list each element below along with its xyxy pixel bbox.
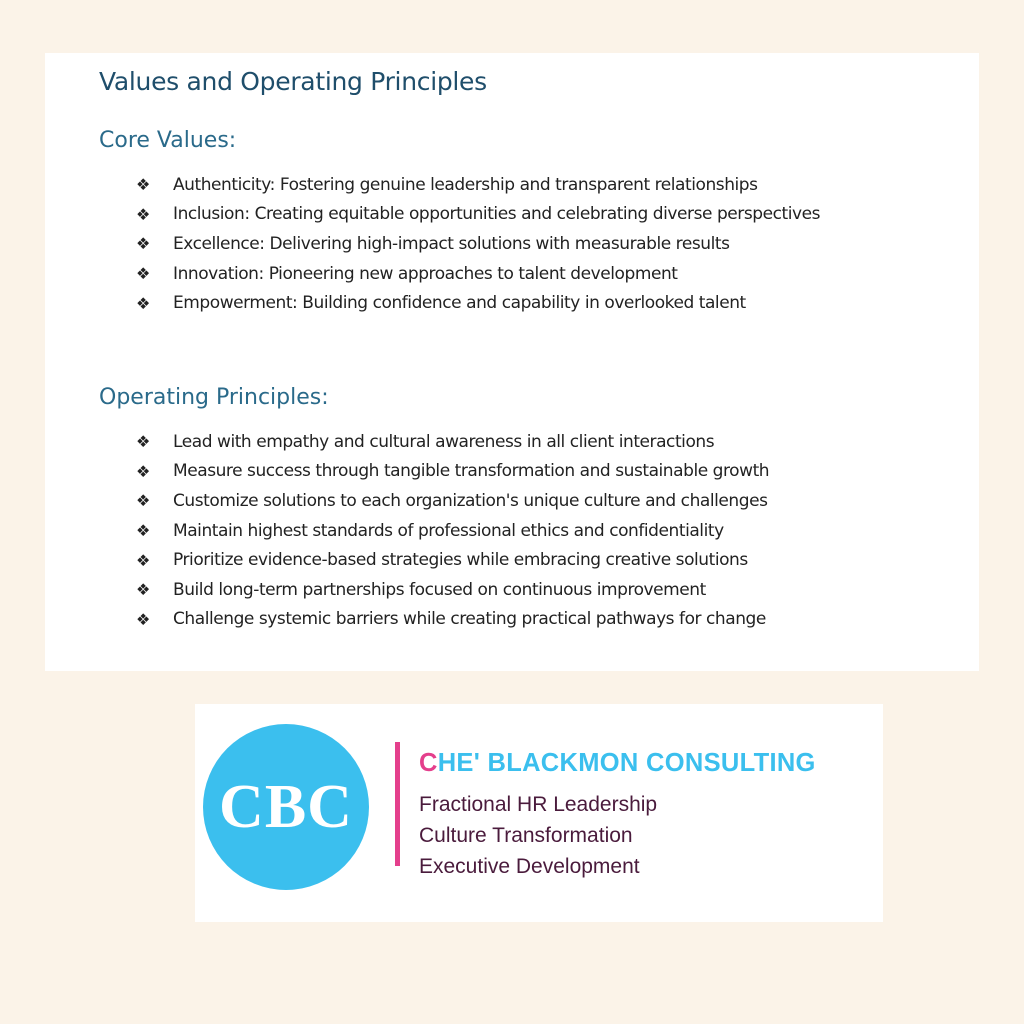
list-item xyxy=(136,486,769,516)
diamond-bullet-icon: ❖ xyxy=(136,264,151,284)
list-item-text: Measure success through tangible transformation and sustainable growth xyxy=(173,461,770,482)
core-values-list xyxy=(136,170,820,318)
diamond-bullet-icon: ❖ xyxy=(136,234,151,254)
list-item-text: Authenticity: Fostering genuine leadership and transparent relationships xyxy=(173,174,758,195)
list-item-text: Lead with empathy and cultural awareness in all client interactions xyxy=(173,431,715,452)
list-item xyxy=(136,457,769,487)
list-item-text: Excellence: Delivering high-impact solutions with measurable results xyxy=(173,233,730,254)
diamond-bullet-icon: ❖ xyxy=(136,204,151,224)
diamond-bullet-icon: ❖ xyxy=(136,491,151,511)
logo-circle xyxy=(203,724,369,890)
values-document xyxy=(45,53,979,671)
list-item-text: Inclusion: Creating equitable opportunities and celebrating diverse perspectives xyxy=(173,204,820,225)
logo-divider xyxy=(395,742,400,866)
diamond-bullet-icon: ❖ xyxy=(136,580,151,600)
service-item: Fractional HR Leadership xyxy=(419,793,658,816)
diamond-bullet-icon: ❖ xyxy=(136,461,151,481)
list-item-text: Customize solutions to each organization's unique culture and challenges xyxy=(173,490,768,511)
service-list xyxy=(419,793,657,886)
company-name xyxy=(419,749,816,778)
list-item-text: Build long-term partnerships focused on continuous improvement xyxy=(173,579,706,600)
company-name-first-letter: C xyxy=(419,749,438,777)
list-item xyxy=(136,229,820,259)
service-item: Executive Development xyxy=(419,855,640,878)
logo-initials: CBC xyxy=(219,772,353,841)
list-item xyxy=(136,516,769,546)
list-item xyxy=(136,545,769,575)
list-item-text: Maintain highest standards of professional ethics and confidentiality xyxy=(173,520,724,541)
list-item xyxy=(136,200,820,230)
company-name-rest: HE' BLACKMON CONSULTING xyxy=(437,749,816,777)
list-item xyxy=(136,427,769,457)
diamond-bullet-icon: ❖ xyxy=(136,293,151,313)
list-item xyxy=(136,575,769,605)
service-item: Culture Transformation xyxy=(419,824,633,847)
list-item xyxy=(136,170,820,200)
list-item xyxy=(136,259,820,289)
company-logo xyxy=(195,704,883,922)
list-item xyxy=(136,288,820,318)
core-values-heading: Core Values: xyxy=(99,128,237,153)
diamond-bullet-icon: ❖ xyxy=(136,432,151,452)
diamond-bullet-icon: ❖ xyxy=(136,550,151,570)
diamond-bullet-icon: ❖ xyxy=(136,609,151,629)
operating-principles-heading: Operating Principles: xyxy=(99,385,329,410)
operating-principles-list xyxy=(136,427,769,634)
page-title: Values and Operating Principles xyxy=(99,67,487,96)
list-item-text: Innovation: Pioneering new approaches to talent development xyxy=(173,263,678,284)
diamond-bullet-icon: ❖ xyxy=(136,521,151,541)
list-item-text: Prioritize evidence-based strategies while embracing creative solutions xyxy=(173,550,748,571)
diamond-bullet-icon: ❖ xyxy=(136,175,151,195)
list-item-text: Empowerment: Building confidence and capability in overlooked talent xyxy=(173,293,746,314)
list-item-text: Challenge systemic barriers while creating practical pathways for change xyxy=(173,609,766,630)
list-item xyxy=(136,605,769,635)
